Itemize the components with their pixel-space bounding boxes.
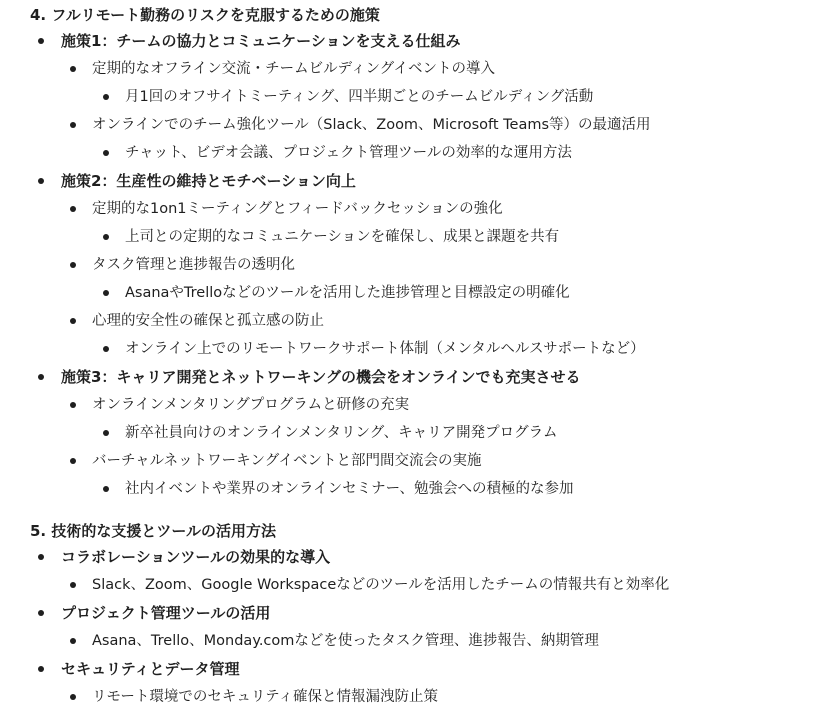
bullet-icon bbox=[103, 150, 109, 156]
bullet-icon bbox=[103, 430, 109, 436]
list-item bbox=[38, 659, 240, 679]
list-item bbox=[103, 479, 573, 499]
list-item-label: 定期的なオフライン交流・チームビルディングイベントの導入 bbox=[92, 61, 495, 77]
list-item bbox=[38, 171, 356, 191]
bullet-icon bbox=[103, 290, 109, 296]
list-item bbox=[38, 31, 461, 51]
list-item bbox=[70, 115, 651, 135]
section-heading: 4. フルリモート勤務のリスクを克服するための施策 bbox=[30, 6, 380, 24]
list-item-label: オンラインメンタリングプログラムと研修の充実 bbox=[92, 397, 410, 413]
list-item-label: セキュリティとデータ管理 bbox=[61, 660, 240, 678]
list-item bbox=[103, 283, 570, 303]
bullet-icon bbox=[70, 206, 76, 212]
list-item bbox=[70, 199, 503, 219]
list-item bbox=[103, 143, 572, 163]
list-item bbox=[70, 575, 669, 595]
bullet-icon bbox=[38, 178, 44, 184]
list-item bbox=[103, 87, 593, 107]
list-item-label: コラボレーションツールの効果的な導入 bbox=[61, 548, 331, 566]
list-item-label: オンラインでのチーム強化ツール（Slack、Zoom、Microsoft Teams等）の最適活用 bbox=[92, 117, 651, 133]
list-item-label: AsanaやTrelloなどのツールを活用した進捗管理と目標設定の明確化 bbox=[125, 285, 570, 301]
list-item bbox=[70, 451, 481, 471]
bullet-icon bbox=[38, 38, 44, 44]
bullet-icon bbox=[70, 638, 76, 644]
list-item-label: 上司との定期的なコミュニケーションを確保し、成果と課題を共有 bbox=[125, 229, 560, 245]
bullet-icon bbox=[70, 66, 76, 72]
bullet-icon bbox=[103, 486, 109, 492]
section-heading: 5. 技術的な支援とツールの活用方法 bbox=[30, 522, 277, 540]
list-item-label: 社内イベントや業界のオンラインセミナー、勉強会への積極的な参加 bbox=[125, 481, 574, 497]
list-item bbox=[103, 227, 559, 247]
bullet-icon bbox=[70, 458, 76, 464]
bullet-icon bbox=[70, 582, 76, 588]
list-item bbox=[70, 687, 438, 707]
list-item-label: 月1回のオフサイトミーティング、四半期ごとのチームビルディング活動 bbox=[125, 89, 594, 105]
list-item-label: リモート環境でのセキュリティ確保と情報漏洩防止策 bbox=[92, 689, 438, 705]
list-item bbox=[70, 59, 495, 79]
list-item bbox=[38, 603, 270, 623]
list-item-label: 施策2：生産性の維持とモチベーション向上 bbox=[61, 172, 356, 190]
list-item bbox=[70, 311, 324, 331]
list-item bbox=[38, 547, 330, 567]
list-item-label: 施策1：チームの協力とコミュニケーションを支える仕組み bbox=[61, 32, 461, 50]
bullet-icon bbox=[38, 610, 44, 616]
bullet-icon bbox=[70, 122, 76, 128]
list-item-label: Asana、Trello、Monday.comなどを使ったタスク管理、進捗報告、納期管理 bbox=[92, 633, 599, 649]
bullet-icon bbox=[70, 694, 76, 700]
bullet-icon bbox=[70, 262, 76, 268]
bullet-icon bbox=[70, 318, 76, 324]
list-item-label: Slack、Zoom、Google Workspaceなどのツールを活用したチームの情報共有と効率化 bbox=[92, 577, 670, 593]
bullet-icon bbox=[103, 234, 109, 240]
bullet-icon bbox=[103, 94, 109, 100]
list-item-label: 施策3：キャリア開発とネットワーキングの機会をオンラインでも充実させる bbox=[61, 368, 581, 386]
list-item bbox=[103, 423, 558, 443]
bullet-icon bbox=[38, 374, 44, 380]
list-item bbox=[70, 395, 409, 415]
list-item-label: チャット、ビデオ会議、プロジェクト管理ツールの効率的な運用方法 bbox=[125, 145, 572, 161]
list-item bbox=[103, 339, 645, 359]
list-item-label: オンライン上でのリモートワークサポート体制（メンタルヘルスサポートなど） bbox=[125, 341, 645, 357]
bullet-icon bbox=[103, 346, 109, 352]
bullet-icon bbox=[70, 402, 76, 408]
bullet-icon bbox=[38, 554, 44, 560]
list-item-label: 新卒社員向けのオンラインメンタリング、キャリア開発プログラム bbox=[125, 425, 558, 441]
bullet-icon bbox=[38, 666, 44, 672]
list-item-label: 定期的な1on1ミーティングとフィードバックセッションの強化 bbox=[92, 201, 503, 217]
list-item-label: タスク管理と進捗報告の透明化 bbox=[92, 257, 295, 273]
list-item-label: プロジェクト管理ツールの活用 bbox=[61, 604, 271, 622]
list-item-label: バーチャルネットワーキングイベントと部門間交流会の実施 bbox=[92, 453, 482, 469]
list-item bbox=[70, 631, 599, 651]
list-item-label: 心理的安全性の確保と孤立感の防止 bbox=[92, 313, 324, 329]
list-item bbox=[38, 367, 581, 387]
list-item bbox=[70, 255, 295, 275]
